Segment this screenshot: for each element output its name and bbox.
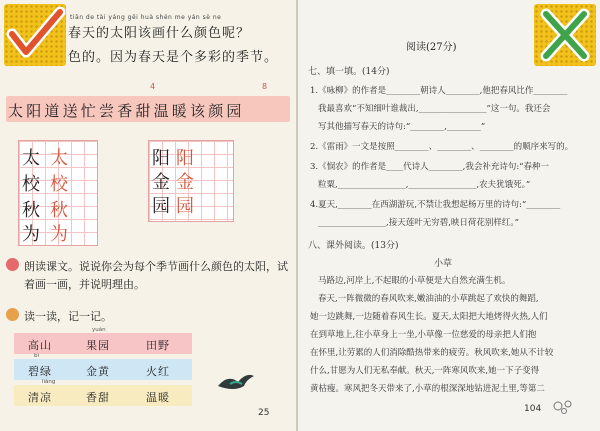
read-memorize-icon [6,308,19,321]
question-1-line-3: 写其他描写春天的诗句:“________,________” [318,122,486,132]
word: 果园 [86,339,110,352]
cross-badge-icon [534,4,596,66]
word: 碧绿 [28,365,52,378]
grid-char: 太 [22,148,40,169]
question-2: 2.《雷雨》一文是按照________、________、________的顺序来写的。 [310,142,574,152]
grid-trace-char: 为 [50,224,68,245]
section-8-heading: 八、课外阅读。(13分) [308,241,399,251]
checkmark-badge-icon [4,4,66,66]
question-4-line-2: ________________,接天莲叶无穷碧,映日荷花别样红。” [318,218,520,228]
grid-char: 秋 [22,200,40,221]
question-4-line-1: 4.夏天,________在西湖游玩,不禁让我想起杨万里的诗句:“________ [310,200,561,210]
grid-char: 为 [22,224,40,245]
grid-char: 金 [152,172,170,193]
word-pinyin: bì [34,353,40,359]
grid-char: 校 [22,174,40,195]
word-pinyin: liáng [42,379,56,385]
passage-line: 在到草地上,往小草身上一坐,小草像一位慈爱的母亲把人们抱 [310,330,537,340]
page-number-right: 104 [524,404,542,414]
section-7-heading: 七、填一填。(14分) [308,67,390,77]
textbook-page-left [0,0,296,431]
question-3-line-2: 粒粟,________________,________________,农夫犹饿死。” [318,180,531,190]
exam-page-right [298,0,600,431]
memorize-title: 读一读，记一记。 [24,310,112,323]
intro-line-2: 色的。因为春天是个多彩的季节。 [68,50,279,65]
passage-line: 黄枯瘦。寒风把冬天带来了,小草的根深深地钻进泥土里,等第二 [310,384,545,394]
flower-decoration-icon [550,396,576,416]
grid-char: 园 [152,196,170,217]
section-title: 阅读(27分) [406,42,457,53]
grid-trace-char: 秋 [50,200,68,221]
intro-line-1: 春天的太阳该画什么颜色呢？ [68,26,251,41]
bird-icon [216,370,256,394]
passage-title: 小草 [434,259,453,269]
passage-line: 春天,一阵微微的春风吹来,嫩油油的小草跳起了欢快的舞蹈, [318,294,539,304]
passage-line: 什么,甘愿为人们无私奉献。秋天,一阵寒风吹来,她一下子变得 [310,366,540,376]
page-number-left: 25 [258,408,270,418]
passage-line: 在怀里,让劳累的人们消除酷热带来的疲劳。秋风吹来,她从不计较 [310,348,554,358]
question-1-line-1: 1.《咏柳》的作者是________朝诗人________,他把春风比作________ [310,86,568,96]
word: 温暖 [146,391,170,404]
grid-trace-char: 园 [176,196,194,217]
word: 清凉 [28,391,52,404]
word-pinyin: yuán [92,327,106,333]
read-instruction-line-1: 朗读课文。说说你会为每个季节画什么颜色的太阳，试 [24,260,288,273]
intro-pinyin: tiān de tài yáng gěi huà shén me yán sè ne [70,14,222,21]
grid-trace-char: 太 [50,148,68,169]
grid-trace-char: 阳 [176,148,194,169]
passage-line: 她一边跳舞,一边随着春风生长。夏天,太阳把大地烤得火热,人们 [310,312,548,322]
strip-marker-8: 8 [262,82,268,91]
new-characters: 太阳道送忙尝香甜温暖该颜园 [8,102,245,120]
word: 田野 [146,339,170,352]
word: 高山 [28,339,52,352]
word: 火红 [146,365,170,378]
passage-line: 马路边,河岸上,不起眼的小草便是大自然充满生机。 [318,276,511,286]
strip-marker-4: 4 [150,82,156,91]
read-aloud-icon [6,258,19,271]
question-3-line-1: 3.《悯农》的作者是____代诗人________,我会补充诗句:“春种一 [310,162,550,172]
question-1-line-2: 我最喜欢“不知细叶谁裁出,________________”这一句。我还会 [318,104,551,114]
word: 香甜 [86,391,110,404]
grid-trace-char: 校 [50,174,68,195]
grid-trace-char: 金 [176,172,194,193]
grid-char: 阳 [152,148,170,169]
word: 金黄 [86,365,110,378]
read-instruction-line-2: 着画一画，并说明理由。 [24,278,145,291]
